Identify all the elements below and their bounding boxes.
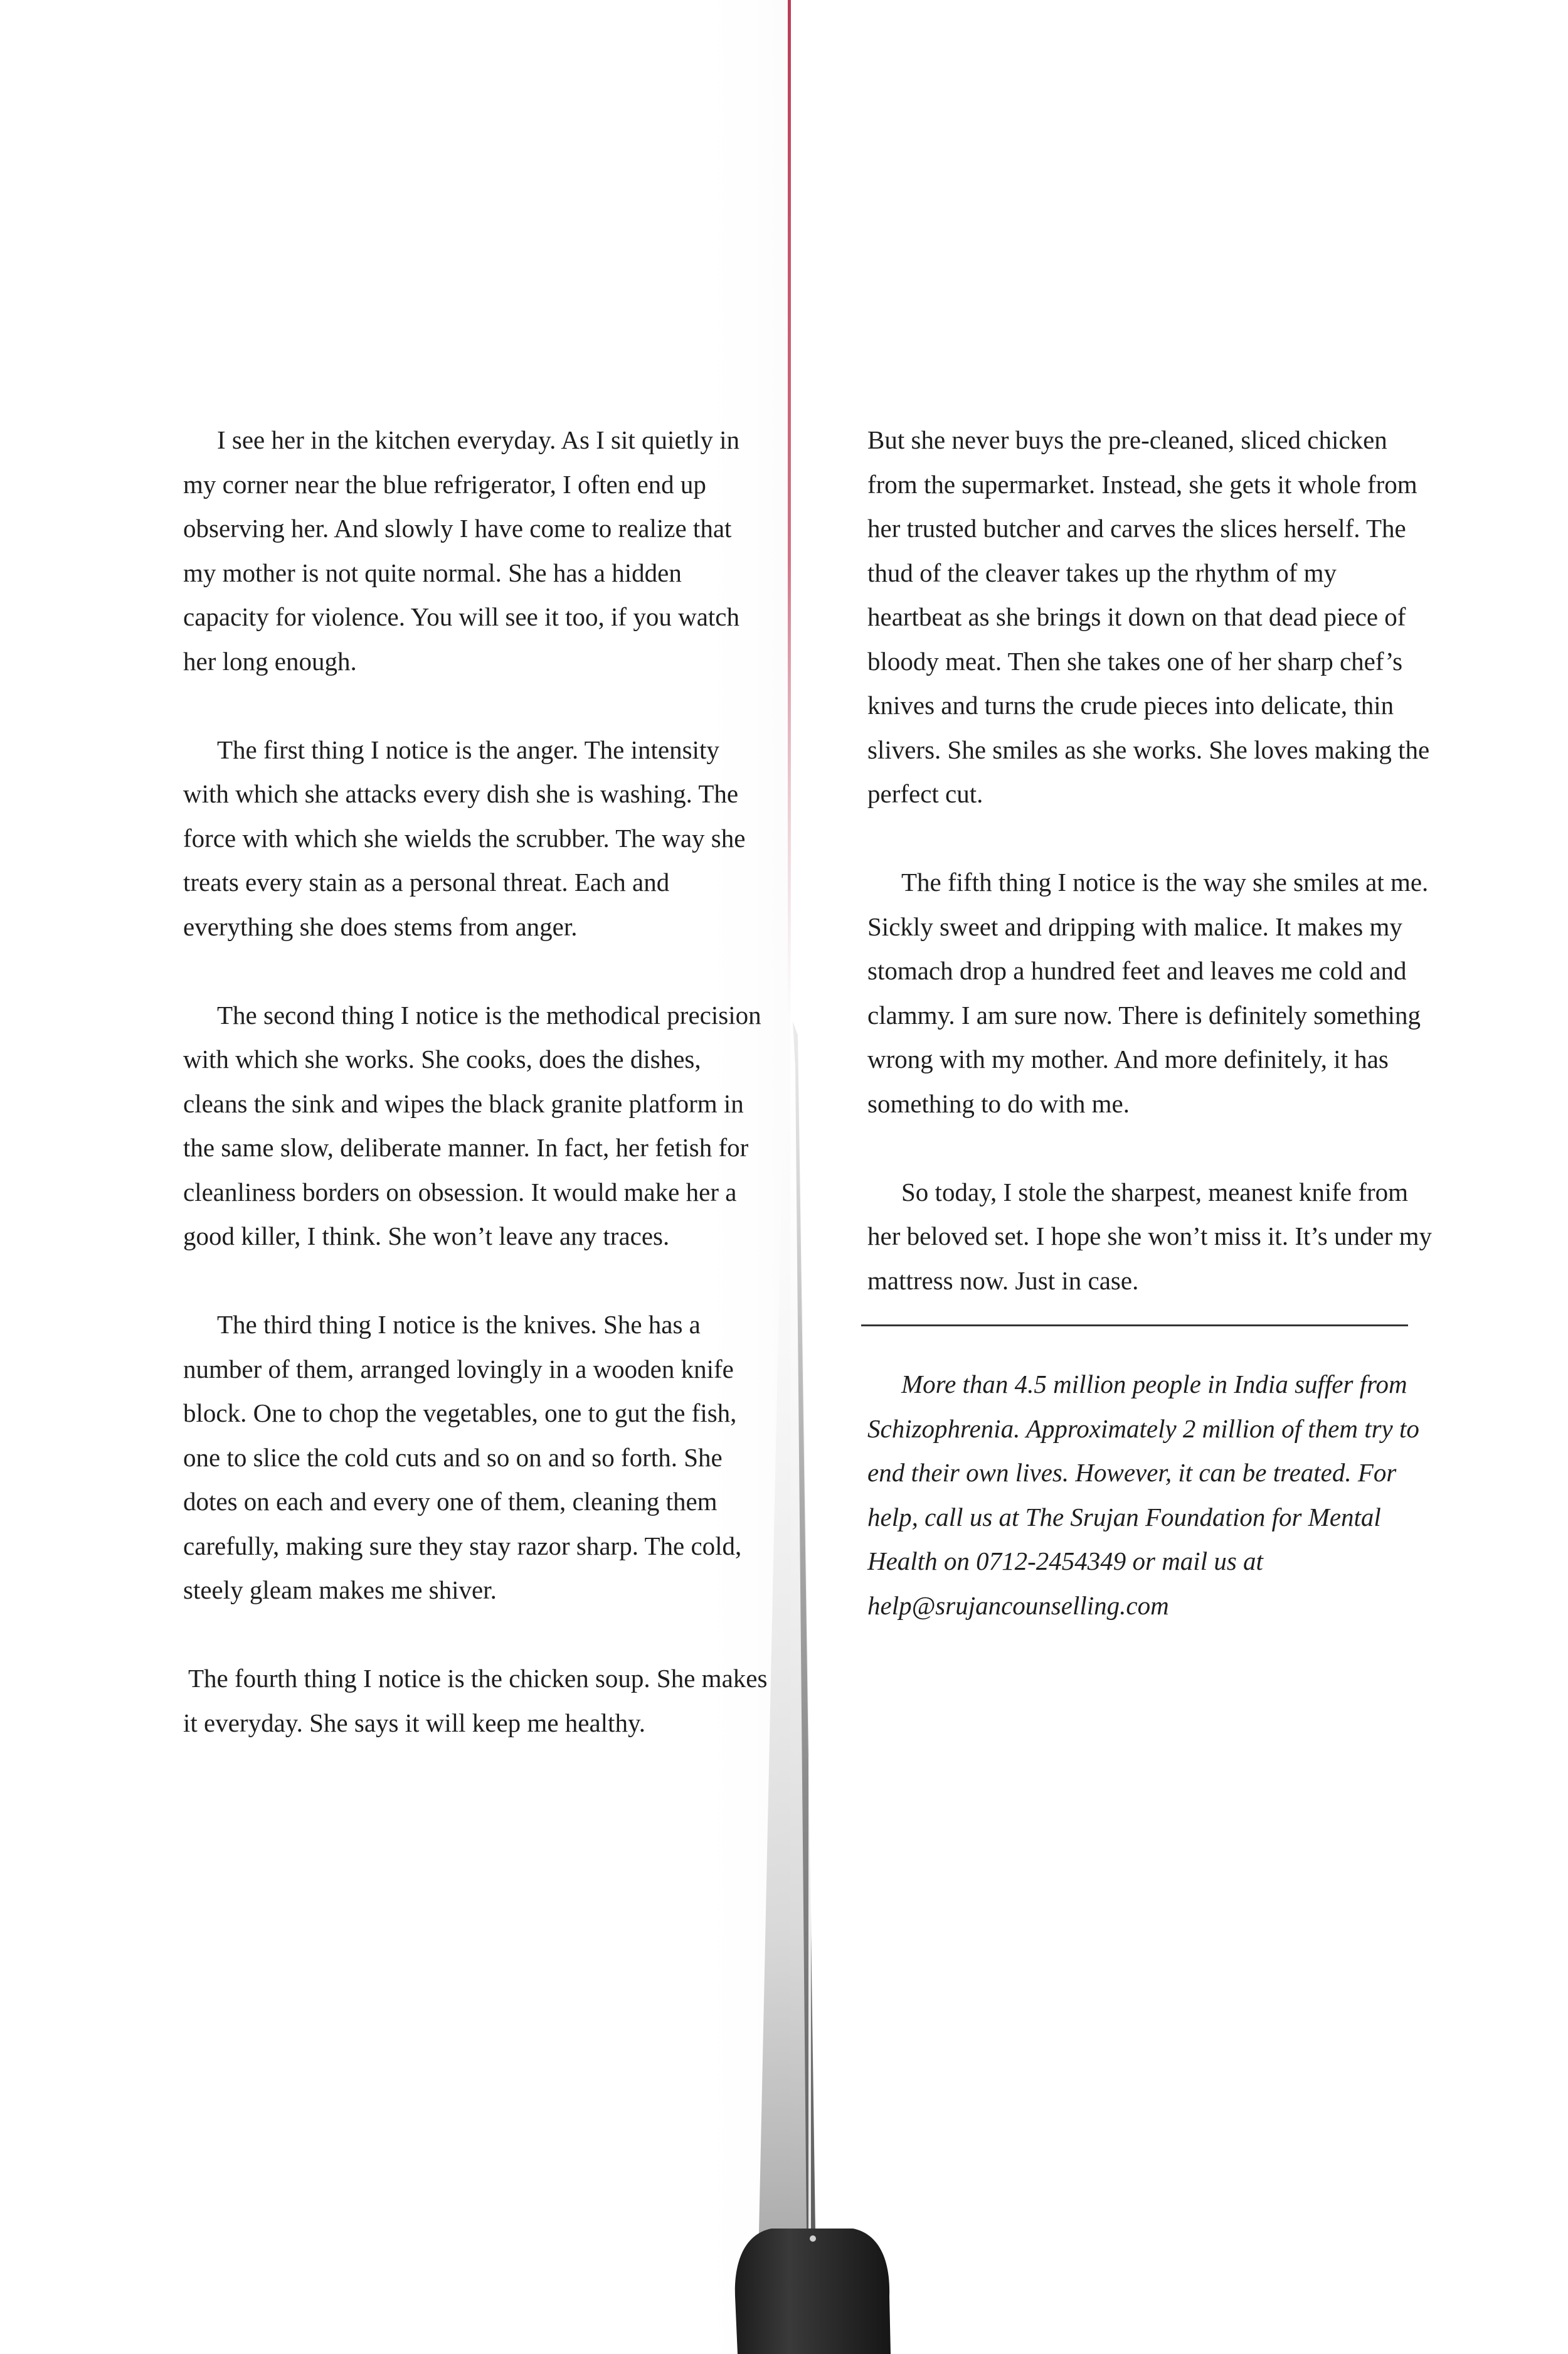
divider-rule: [861, 1324, 1408, 1326]
blade-highlight: [808, 1757, 811, 2234]
knife-handle: [735, 2229, 891, 2354]
story-paragraph-4: The third thing I notice is the knives. She has a number of them, arranged lovingly in a wooden knife block. One to chop the vegetables, one to gut the fish, one to slice the cold cuts and so on and so forth. She dotes on each and every one of them, cleaning them carefully, making sure they stay razor sharp. The cold, steely gleam makes me shiver.: [183, 1310, 742, 1604]
handle-rivet: [810, 2235, 816, 2242]
story-right-column: [867, 418, 1432, 1627]
story-paragraph-6: But she never buys the pre-cleaned, sliced chicken from the supermarket. Instead, she gets it whole from her trusted butcher and carves the slices herself. The thud of the cleaver takes up the rhythm of my heartbeat as she brings it down on that dead piece of bloody meat. Then she takes one of her sharp chef’s knives and turns the crude pieces into delicate, thin slivers. She smiles as she works. She loves making the perfect cut.: [867, 425, 1430, 808]
story-paragraph-5: The fourth thing I notice is the chicken soup. She makes it everyday. She says it will keep me healthy.: [183, 1664, 768, 1737]
psa-message: More than 4.5 million people in India suffer from Schizophrenia. Approximately 2 million of them try to end their own lives. However, it can be treated. For help, call us at The Srujan Foundation for Mental Health on 0712-2454349 or mail us at help@srujancounselling.com: [867, 1370, 1419, 1620]
story-paragraph-1: I see her in the kitchen everyday. As I sit quietly in my corner near the blue refrigerator, I often end up observing her. And slowly I have come to realize that my mother is not quite normal. She has a hidden capacity for violence. You will see it too, if you watch her long enough.: [183, 425, 740, 676]
story-paragraph-2: The first thing I notice is the anger. The intensity with which she attacks every dish she is washing. The force with which she wields the scrubber. The way she treats every stain as a personal threat. Each and everything she does stems from anger.: [183, 735, 746, 941]
story-paragraph-3: The second thing I notice is the methodical precision with which she works. She cooks, does the dishes, cleans the sink and wipes the black granite platform in the same slow, deliberate manner. In fact, her fetish for cleanliness borders on obsession. It would make her a good killer, I think. She won’t leave any traces.: [183, 1000, 761, 1250]
story-paragraph-7: The fifth thing I notice is the way she smiles at me. Sickly sweet and dripping with malice. It makes my stomach drop a hundred feet and leaves me cold and clammy. I am sure now. There is definitely something wrong with my mother. And more definitely, it has something to do with me.: [867, 868, 1429, 1118]
story-paragraph-8: So today, I stole the sharpest, meanest knife from her beloved set. I hope she won’t miss it. It’s under my mattress now. Just in case.: [867, 1177, 1432, 1295]
story-left-column: [183, 418, 770, 1789]
blood-line: [788, 0, 791, 1016]
